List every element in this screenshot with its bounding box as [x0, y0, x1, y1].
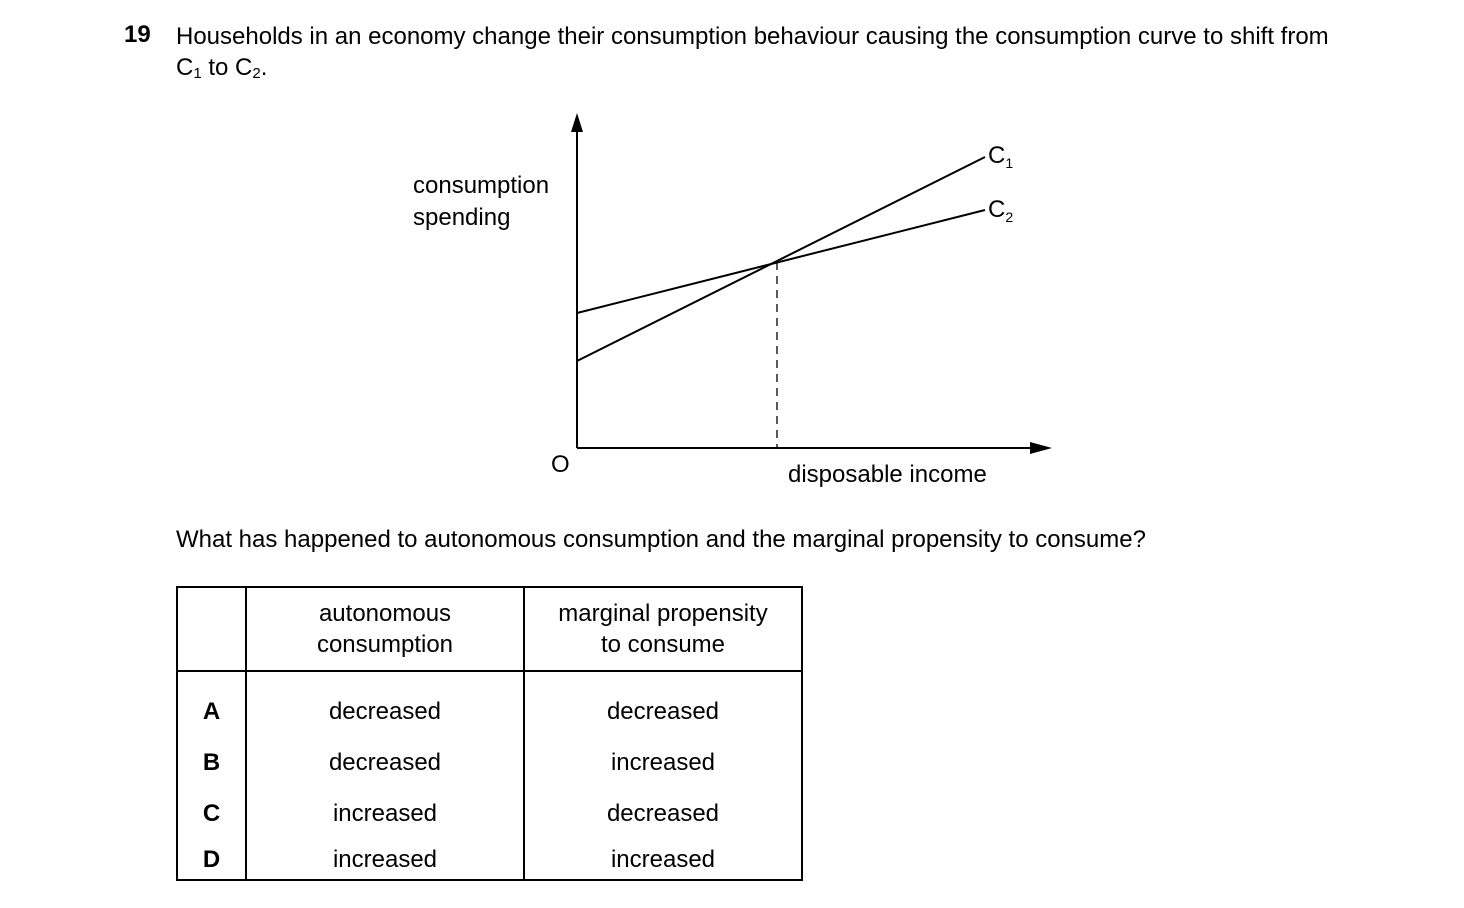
option-mpc: decreased: [524, 671, 802, 737]
stem-subscript-1: 1: [193, 65, 202, 82]
option-mpc: increased: [524, 839, 802, 880]
curve-c2-label: [988, 196, 1013, 225]
x-axis-label: disposable income: [788, 461, 987, 488]
stem-text-2: to C: [201, 54, 253, 81]
stem-text-3: .: [260, 54, 268, 81]
header-marginal-propensity: marginal propensity to consume: [524, 587, 802, 671]
curve-c2-subscript: 2: [1005, 209, 1014, 225]
option-letter: B: [177, 737, 246, 788]
option-letter: D: [177, 839, 246, 880]
curve-c2: [577, 210, 985, 313]
curve-c1: [577, 157, 985, 361]
option-mpc: increased: [524, 737, 802, 788]
option-row-b[interactable]: [177, 737, 802, 788]
option-mpc: decreased: [524, 788, 802, 839]
question-number: 19: [124, 21, 151, 48]
y-axis-label-line2: spending: [413, 204, 511, 231]
option-autonomous: decreased: [246, 737, 524, 788]
y-axis-arrowhead: [571, 113, 583, 132]
option-row-a[interactable]: [177, 671, 802, 737]
option-letter: C: [177, 788, 246, 839]
option-row-c[interactable]: [177, 788, 802, 839]
option-autonomous: increased: [246, 839, 524, 880]
curve-c2-letter: C: [988, 196, 1006, 223]
option-row-d[interactable]: [177, 839, 802, 880]
curve-c1-letter: C: [988, 142, 1006, 169]
option-autonomous: increased: [246, 788, 524, 839]
header-autonomous-consumption: autonomous consumption: [246, 587, 524, 671]
option-autonomous: decreased: [246, 671, 524, 737]
curve-c1-label: [988, 142, 1013, 171]
table-header-row: [177, 587, 802, 671]
y-axis-label-line1: consumption: [413, 172, 550, 199]
question-prompt: What has happened to autonomous consumption and the marginal propensity to consume?: [176, 526, 1146, 553]
x-axis-arrowhead: [1030, 442, 1052, 454]
stem-subscript-2: 2: [252, 65, 261, 82]
option-letter: A: [177, 671, 246, 737]
answer-options-table: [176, 586, 803, 881]
header-empty-cell: [177, 587, 246, 671]
stem-text-1: Households in an economy change their consumption behaviour causing the consumption curve to shift from C: [176, 23, 1329, 81]
origin-label: O: [551, 451, 570, 478]
curve-c1-subscript: 1: [1005, 155, 1014, 171]
